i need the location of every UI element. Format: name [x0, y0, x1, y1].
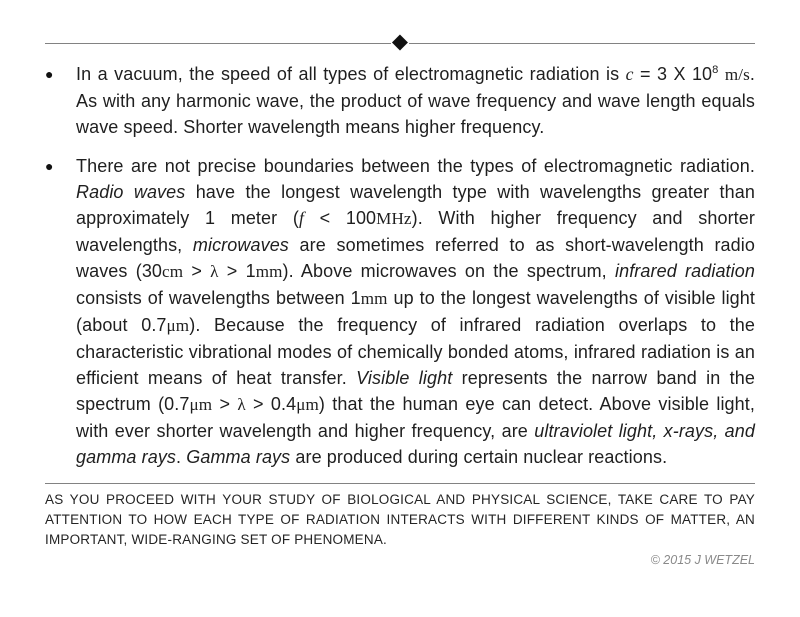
- bullet-icon: ●: [45, 158, 54, 174]
- bullet-item-speed-of-light: [45, 61, 755, 140]
- section-divider: [45, 30, 755, 53]
- bullet-list: [45, 61, 755, 470]
- footer-divider: [45, 483, 755, 484]
- bullet-item-spectrum-types: [45, 153, 755, 470]
- divider-line-right: [409, 43, 755, 44]
- bullet-paragraph-speed-of-light: In a vacuum, the speed of all types of electromagnetic radiation is c = 3 X $10^8$ m/s. As with any harmonic wave, the product of wave frequency and wave length equals wave speed. Shorter wavelength means higher frequency.: [76, 64, 755, 137]
- footer-note: AS YOU PROCEED WITH YOUR STUDY OF BIOLOGICAL AND PHYSICAL SCIENCE, TAKE CARE TO PAY ATTENTION TO HOW EACH TYPE OF RADIATION INTERACTS WITH DIFFERENT KINDS OF MATTER, AN IMPORTANT, WIDE-RANGING SET OF PHENOMENA.: [45, 492, 755, 547]
- divider-line-left: [45, 43, 391, 44]
- bullet-paragraph-spectrum-types: There are not precise boundaries between the types of electromagnetic radiation. Radio waves have the longest wavelength type with wavelengths greater than approximately 1 meter (f < 100MHz). With higher frequency and shorter wavelengths, microwaves are sometimes referred to as short-wavelength radio waves (30cm > λ > 1mm). Above microwaves on the spectrum, infrared radiation consists of wavelengths between 1mm up to the longest wavelengths of visible light (about 0.7μm). Because the frequency of infrared radiation overlaps to the characteristic vibrational modes of chemically bonded atoms, infrared radiation is an efficient means of heat transfer. Visible light represents the narrow band in the spectrum (0.7μm > λ > 0.4μm) that the human eye can detect. Above visible light, with ever shorter wavelength and higher frequency, are ultraviolet light, x-rays, and gamma rays. Gamma rays are produced during certain nuclear reactions.: [76, 156, 756, 467]
- diamond-icon: ◆: [391, 30, 409, 53]
- bullet-icon: ●: [45, 66, 54, 82]
- copyright: © 2015 J WETZEL: [650, 553, 755, 567]
